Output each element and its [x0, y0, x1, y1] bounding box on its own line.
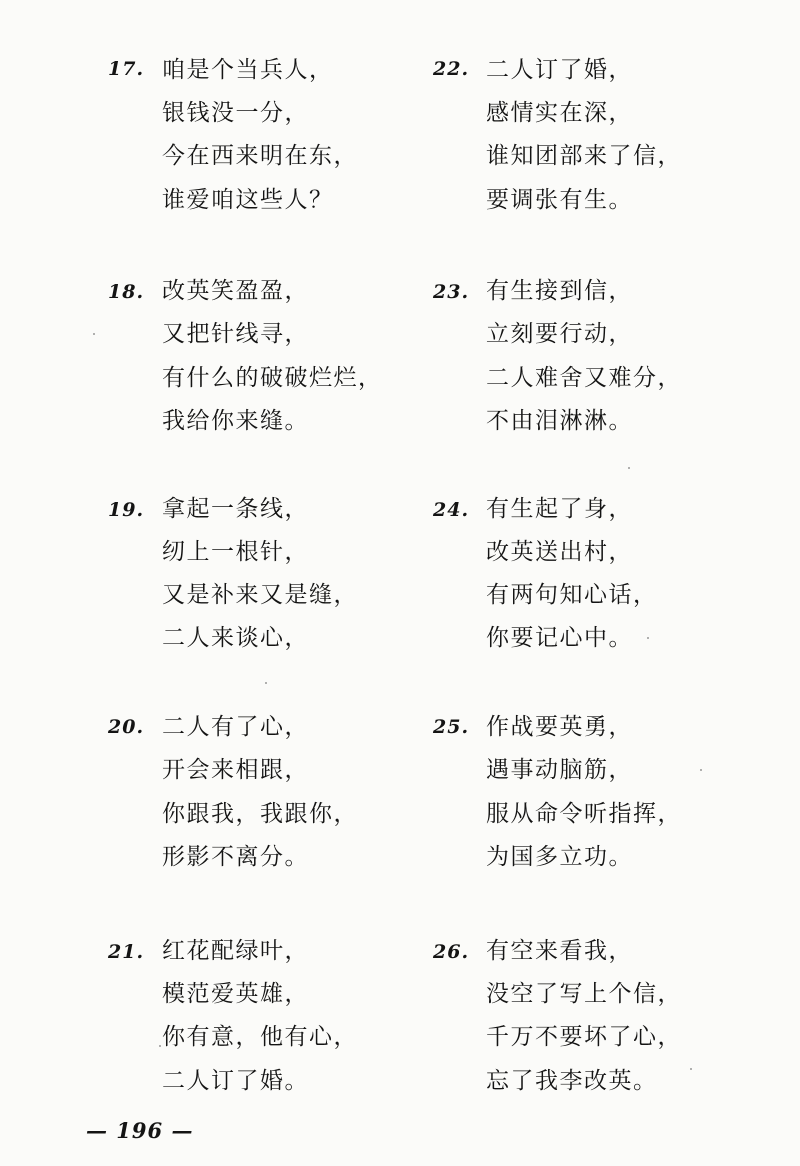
verse-line: 你跟我，我跟你，	[162, 801, 358, 827]
verse-line: 二人订了婚，	[486, 57, 633, 83]
verse-line: 银钱没一分，	[162, 100, 309, 126]
stanza-number: 21.	[108, 941, 145, 963]
stanza-number: 26.	[433, 941, 470, 963]
stanza-number: 24.	[433, 499, 470, 521]
stanza-number: 25.	[433, 716, 470, 738]
verse-line: 作战要英勇，	[486, 714, 633, 740]
verse-line: 服从命令听指挥，	[486, 801, 682, 827]
verse-line: 要调张有生。	[486, 187, 633, 213]
verse-line: 二人难舍又难分，	[486, 365, 682, 391]
verse-line: 纫上一根针，	[162, 539, 309, 565]
verse-line: 有什么的破破烂烂，	[162, 365, 383, 391]
verse-line: 改英送出村，	[486, 539, 633, 565]
verse-line: 有两句知心话，	[486, 582, 658, 608]
page-number: — 196 —	[86, 1118, 194, 1143]
stanza-number: 19.	[108, 499, 145, 521]
verse-line: 谁知团部来了信，	[486, 143, 682, 169]
verse-line: 立刻要行动，	[486, 321, 633, 347]
verse-line: 不由泪淋淋。	[486, 408, 633, 434]
scan-speck	[690, 1068, 692, 1070]
stanza-number: 18.	[108, 281, 145, 303]
verse-line: 有生起了身，	[486, 496, 633, 522]
verse-line: 咱是个当兵人，	[162, 57, 334, 83]
verse-line: 二人订了婚。	[162, 1068, 309, 1094]
verse-line: 有空来看我，	[486, 938, 633, 964]
verse-line: 二人有了心，	[162, 714, 309, 740]
verse-line: 为国多立功。	[486, 844, 633, 870]
scan-speck	[159, 1045, 161, 1047]
verse-line: 没空了写上个信，	[486, 981, 682, 1007]
verse-line: 拿起一条线，	[162, 496, 309, 522]
stanza-number: 17.	[108, 58, 145, 80]
verse-line: 忘了我李改英。	[486, 1068, 658, 1094]
verse-line: 模范爱英雄，	[162, 981, 309, 1007]
scan-speck	[628, 467, 630, 469]
verse-line: 你有意，他有心，	[162, 1024, 358, 1050]
verse-line: 谁爱咱这些人？	[162, 187, 334, 213]
verse-line: 有生接到信，	[486, 278, 633, 304]
verse-line: 又把针线寻，	[162, 321, 309, 347]
verse-line: 形影不离分。	[162, 844, 309, 870]
verse-line: 二人来谈心，	[162, 625, 309, 651]
scan-speck	[265, 682, 267, 684]
scan-speck	[647, 637, 649, 639]
verse-line: 红花配绿叶，	[162, 938, 309, 964]
verse-line: 改英笑盈盈，	[162, 278, 309, 304]
stanza-number: 20.	[108, 716, 145, 738]
verse-line: 我给你来缝。	[162, 408, 309, 434]
stanza-number: 23.	[433, 281, 470, 303]
verse-line: 遇事动脑筋，	[486, 757, 633, 783]
verse-line: 你要记心中。	[486, 625, 633, 651]
scan-speck	[700, 769, 702, 771]
verse-line: 又是补来又是缝，	[162, 582, 358, 608]
verse-line: 千万不要坏了心，	[486, 1024, 682, 1050]
verse-line: 今在西来明在东，	[162, 143, 358, 169]
scan-speck	[93, 333, 95, 335]
verse-line: 感情实在深，	[486, 100, 633, 126]
verse-line: 开会来相跟，	[162, 757, 309, 783]
stanza-number: 22.	[433, 58, 470, 80]
